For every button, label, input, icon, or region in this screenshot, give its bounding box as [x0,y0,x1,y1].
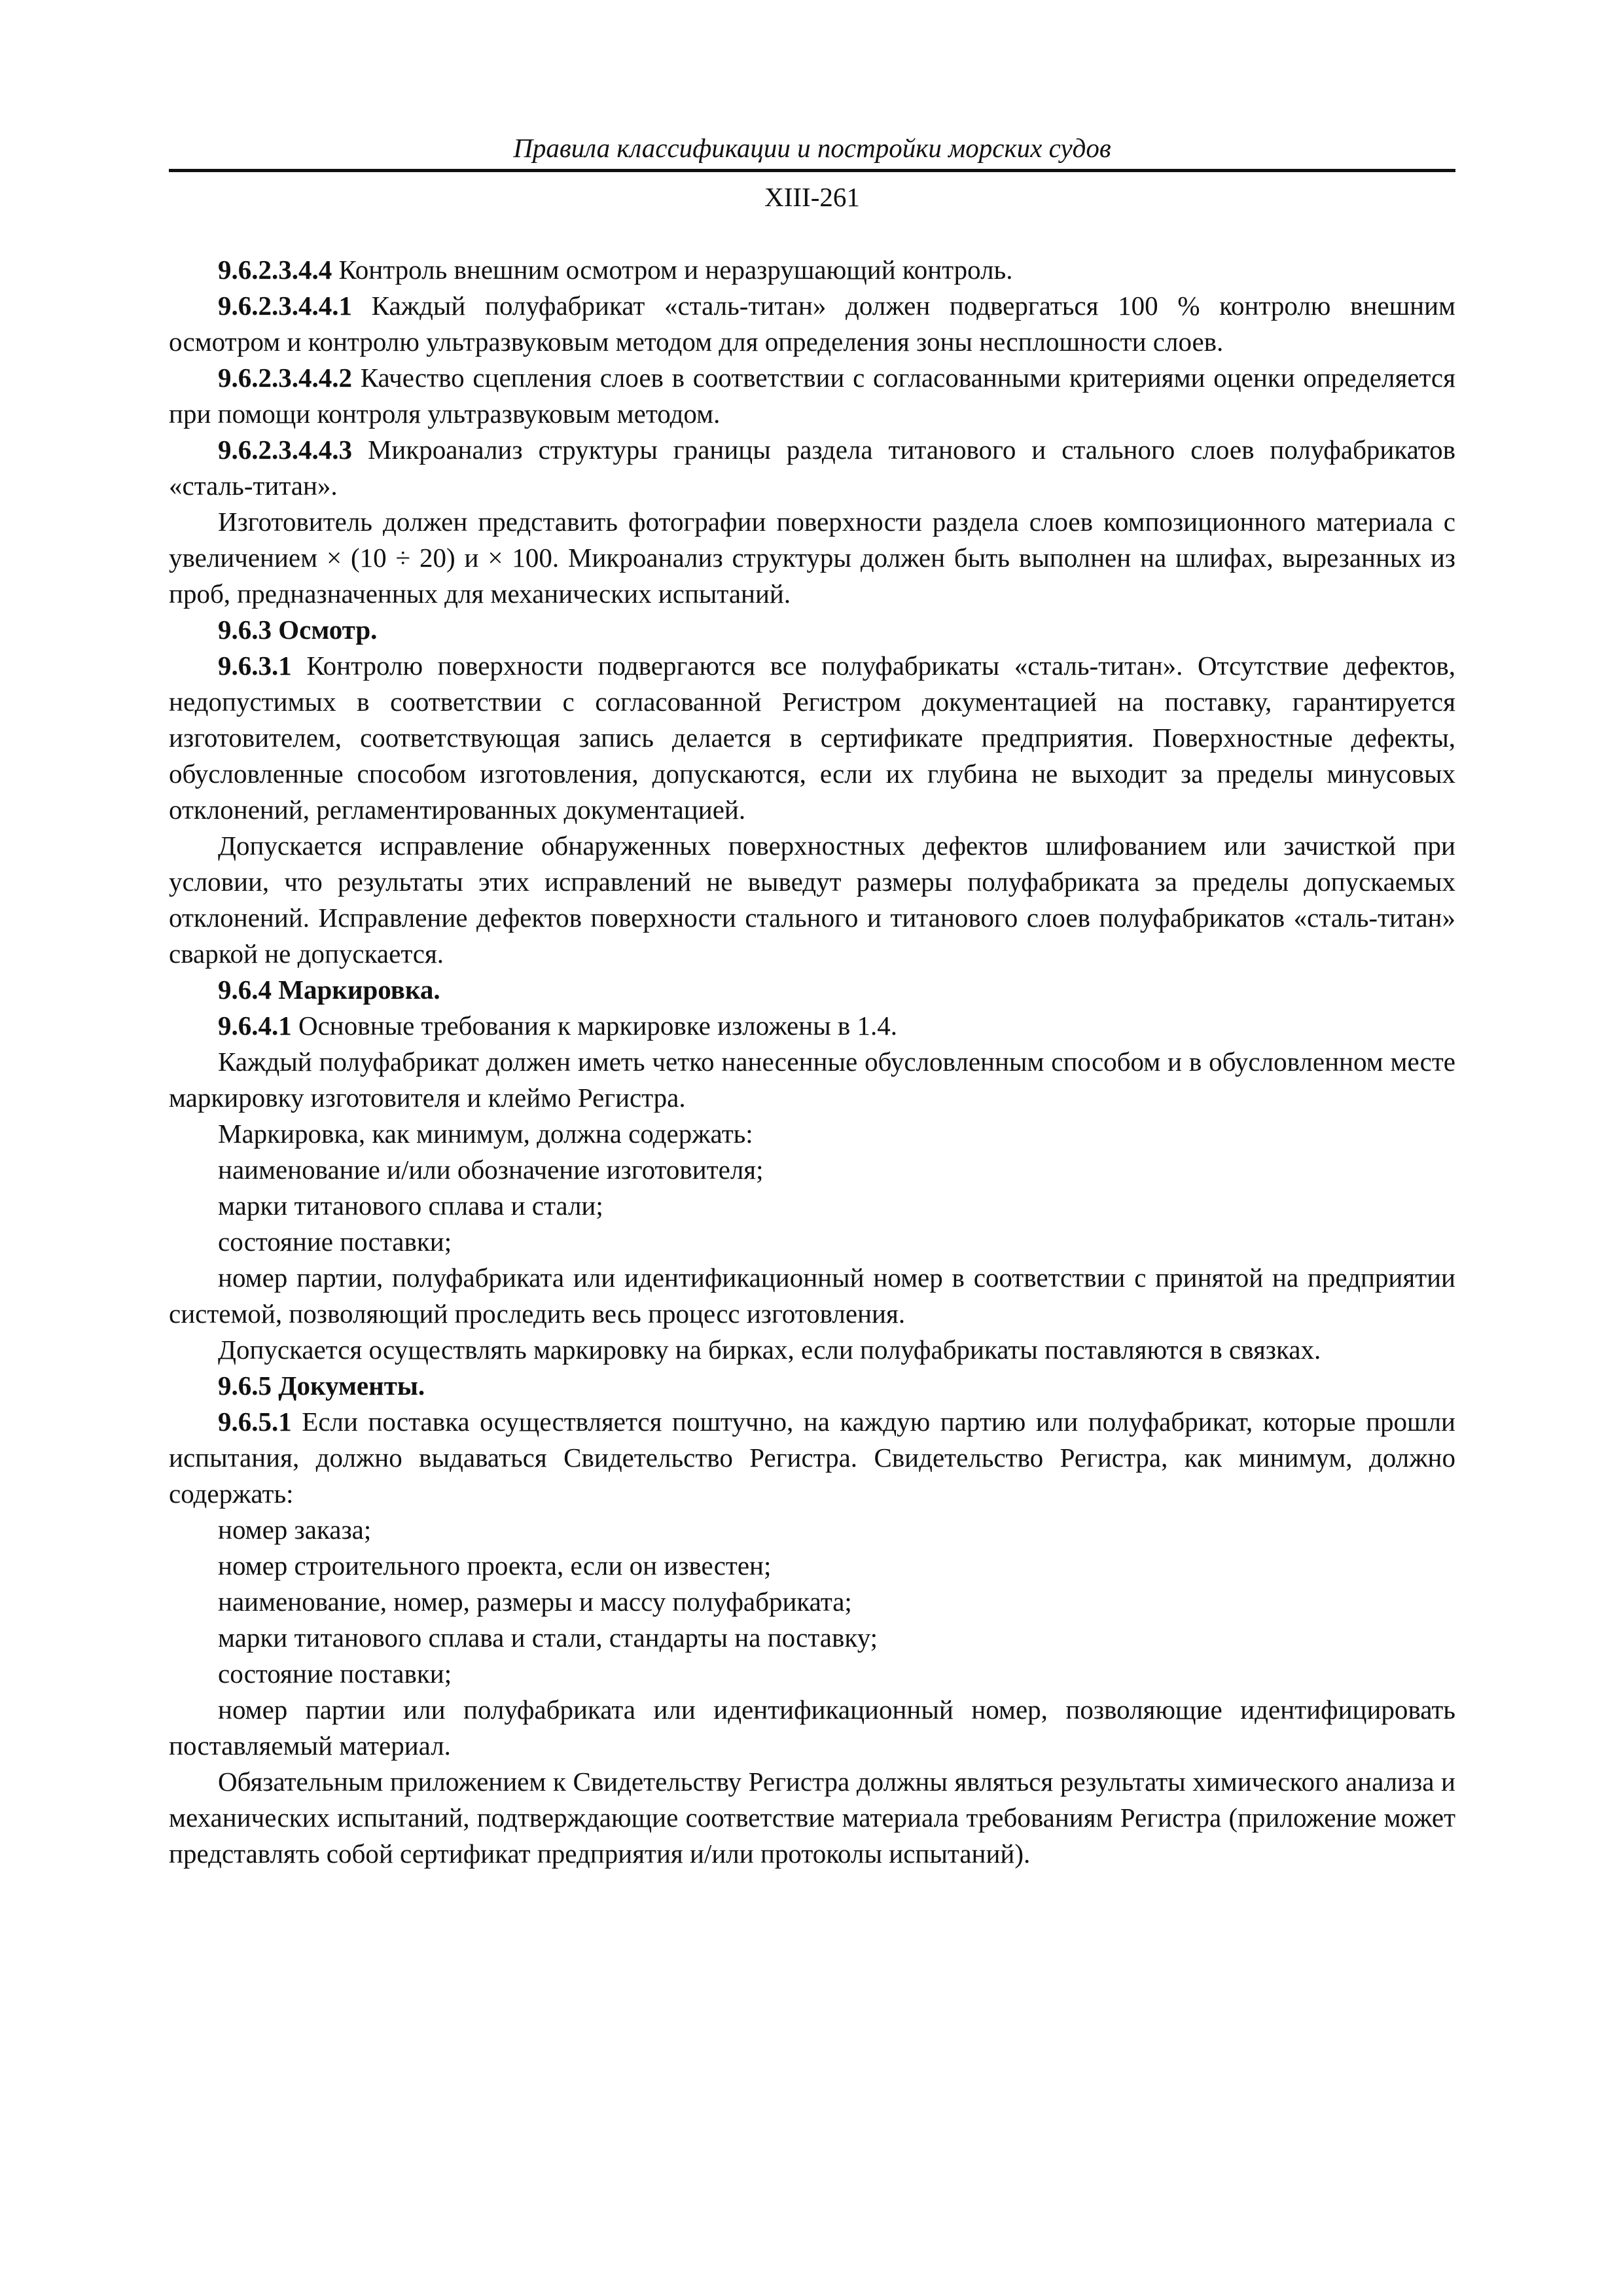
document-page [169,131,1455,1872]
running-title: Правила классификации и постройки морских судов [513,133,1111,163]
paragraph-text: Если поставка осуществляется поштучно, на каждую партию или полуфабрикат, которые прошли испытания, должно выдаваться Свидетельство Регистра. Свидетельство Регистра, как минимум, должно содержать: [169,1407,1455,1509]
paragraph-9-6-2-3-4-4-2 [169,360,1455,432]
paragraph-text: Микроанализ структуры границы раздела титанового и стального слоев полуфабрикатов «сталь-титан». [169,435,1455,501]
list-item: номер заказа; [218,1515,372,1545]
paragraph-tag-marking: Допускается осуществлять маркировку на бирках, если полуфабрикаты поставляются в связках. [218,1335,1321,1365]
paragraph-microanalysis: Изготовитель должен представить фотографии поверхности раздела слоев композиционного материала с увеличением × (10 ÷ 20) и × 100. Микроанализ структуры должен быть выполнен на шлифах, вырезанных из проб, предназначенных для механических испытаний. [169,507,1455,609]
clause-number: 9.6.5.1 [218,1407,292,1437]
clause-number: 9.6.2.3.4.4 [218,255,332,285]
clause-number: 9.6.4.1 [218,1011,292,1041]
paragraph-9-6-3-1 [169,648,1455,828]
clause-number: 9.6.2.3.4.4.3 [218,435,352,465]
list-item: марки титанового сплава и стали, стандарты на поставку; [218,1623,878,1653]
paragraph-text: Каждый полуфабрикат «сталь-титан» должен подвергаться 100 % контролю внешним осмотром и контролю ультразвуковым методом для определения зоны несплошности слоев. [169,291,1455,357]
header-rule [169,169,1455,172]
paragraph-text: Контроль внешним осмотром и неразрушающий контроль. [332,255,1013,285]
paragraph-marking-minimum: Маркировка, как минимум, должна содержать: [218,1119,753,1149]
paragraph-defect-repair: Допускается исправление обнаруженных поверхностных дефектов шлифованием или зачисткой при условии, что результаты этих исправлений не выведут размеры полуфабриката за пределы допускаемых отклонений. Исправление дефектов поверхности стального и титанового слоев полуфабрикатов «сталь-титан» сваркой не допускается. [169,831,1455,969]
section-heading-documents: 9.6.5 Документы. [218,1371,425,1401]
list-item: номер строительного проекта, если он известен; [218,1551,772,1581]
list-item: номер партии, полуфабриката или идентификационный номер в соответствии с принятой на предприятии системой, позволяющий проследить весь процесс изготовления. [169,1263,1455,1329]
list-item: состояние поставки; [218,1227,452,1257]
paragraph-marking-requirement: Каждый полуфабрикат должен иметь четко нанесенные обусловленным способом и в обусловленном месте маркировку изготовителя и клеймо Регистра. [169,1047,1455,1113]
paragraph-9-6-4-1 [169,1008,1455,1044]
page-number: XIII-261 [764,182,860,212]
paragraph-9-6-2-3-4-4 [169,252,1455,288]
list-item: наименование, номер, размеры и массу полуфабриката; [218,1587,852,1617]
clause-number: 9.6.3.1 [218,651,292,681]
paragraph-text: Контролю поверхности подвергаются все полуфабрикаты «сталь-титан». Отсутствие дефектов, недопустимых в соответствии с согласованной Регистром документацией на поставку, гарантируется изготовителем, соответствующая запись делается в сертификате предприятия. Поверхностные дефекты, обусловленные способом изготовления, допускаются, если их глубина не выходит за пределы минусовых отклонений, регламентированных документацией. [169,651,1455,825]
list-item: наименование и/или обозначение изготовителя; [218,1155,764,1185]
list-item: номер партии или полуфабриката или идентификационный номер, позволяющие идентифицировать поставляемый материал. [169,1695,1455,1761]
document-body [169,252,1455,1872]
section-heading-inspection: 9.6.3 Осмотр. [218,615,378,645]
list-item: марки титанового сплава и стали; [218,1191,603,1221]
section-heading-marking: 9.6.4 Маркировка. [218,975,440,1005]
clause-number: 9.6.2.3.4.4.2 [218,363,352,393]
paragraph-text: Основные требования к маркировке изложены в 1.4. [291,1011,898,1041]
list-item: состояние поставки; [218,1659,452,1689]
paragraph-9-6-2-3-4-4-1 [169,288,1455,360]
clause-number: 9.6.2.3.4.4.1 [218,291,352,321]
paragraph-certificate-appendix: Обязательным приложением к Свидетельству Регистра должны являться результаты химического анализа и механических испытаний, подтверждающие соответствие материала требованиям Регистра (приложение может представлять собой сертификат предприятия и/или протоколы испытаний). [169,1767,1455,1869]
paragraph-text: Качество сцепления слоев в соответствии с согласованными критериями оценки определяется при помощи контроля ультразвуковым методом. [169,363,1455,429]
paragraph-9-6-5-1 [169,1404,1455,1512]
paragraph-9-6-2-3-4-4-3 [169,432,1455,504]
